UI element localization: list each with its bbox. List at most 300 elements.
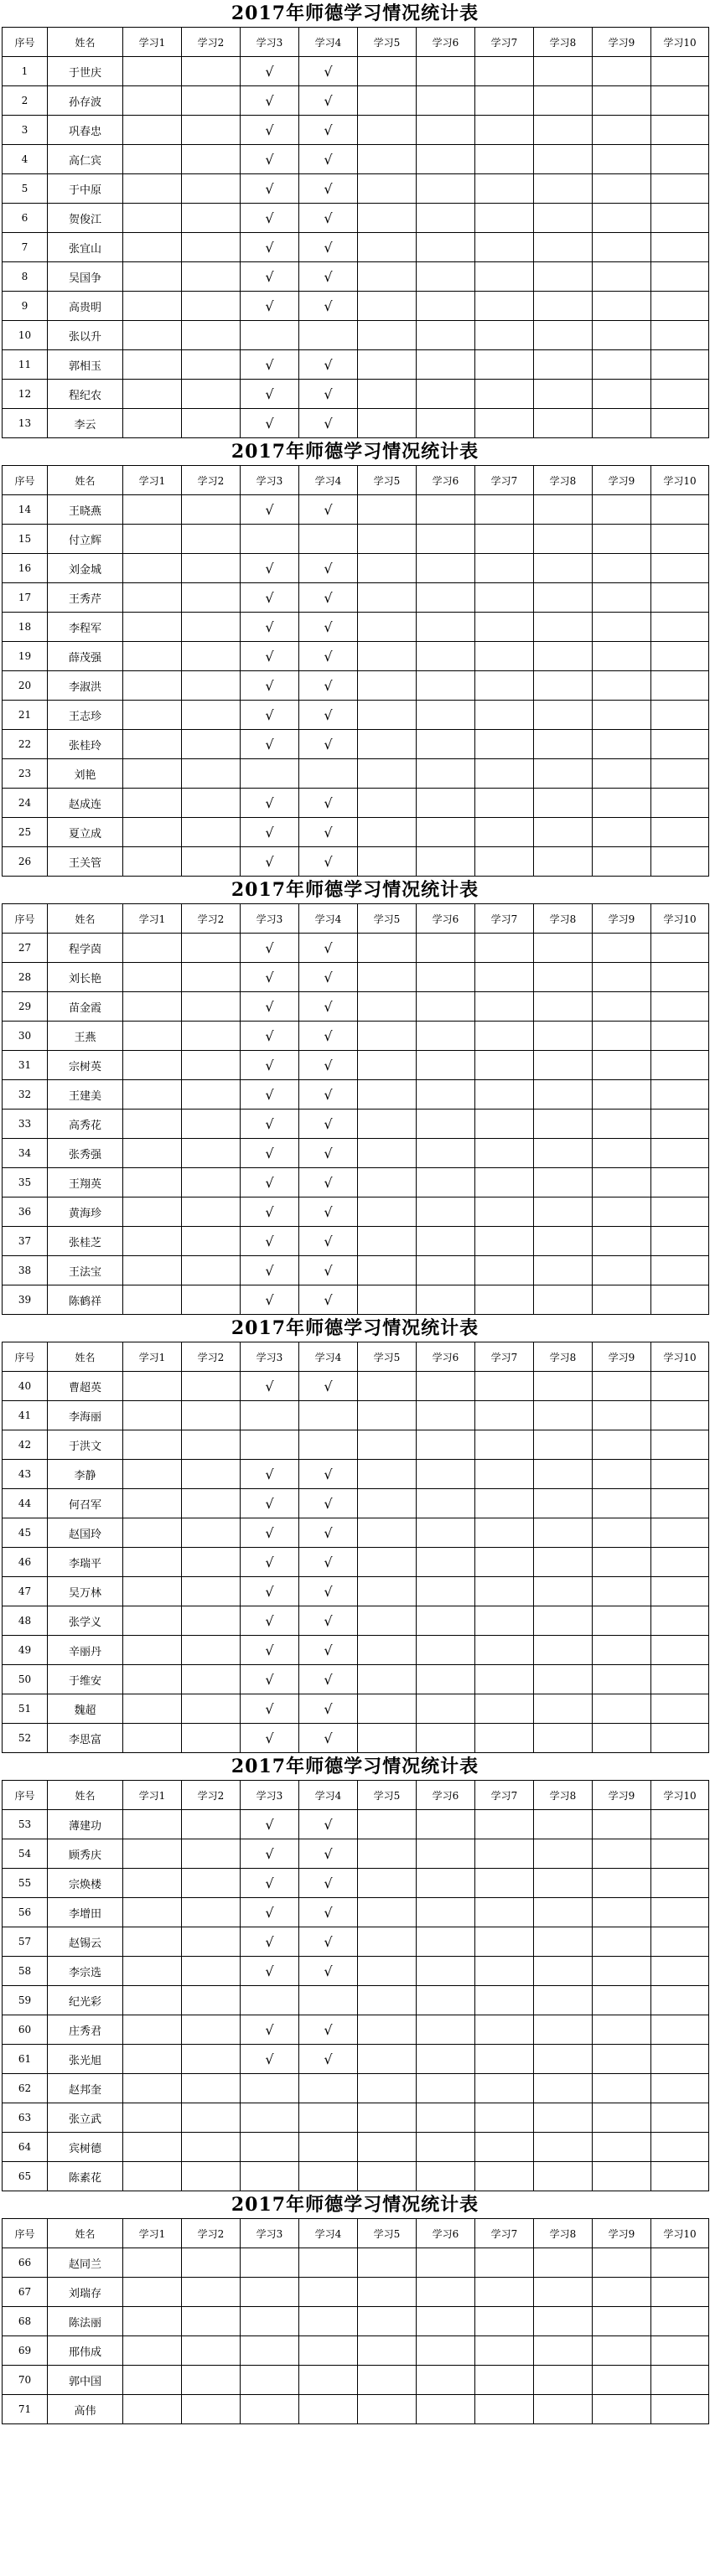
study-2-cell bbox=[182, 730, 241, 759]
study-10-cell bbox=[651, 847, 709, 877]
study-6-cell bbox=[417, 2336, 475, 2366]
study-5-cell bbox=[358, 2133, 417, 2162]
column-header: 学习5 bbox=[358, 28, 417, 57]
column-header: 学习2 bbox=[182, 1781, 241, 1810]
study-8-cell bbox=[534, 1080, 593, 1110]
study-3-cell bbox=[241, 2307, 299, 2336]
study-7-cell bbox=[475, 583, 534, 613]
person-name: 薛茂强 bbox=[48, 642, 123, 671]
column-header: 学习9 bbox=[593, 1781, 651, 1810]
study-10-cell bbox=[651, 818, 709, 847]
study-1-cell bbox=[123, 1606, 182, 1636]
study-10-cell bbox=[651, 57, 709, 86]
study-6-cell bbox=[417, 1694, 475, 1724]
study-7-cell bbox=[475, 992, 534, 1022]
study-7-cell bbox=[475, 1839, 534, 1869]
header-row bbox=[3, 2219, 709, 2248]
study-5-cell bbox=[358, 1051, 417, 1080]
study-1-cell bbox=[123, 1080, 182, 1110]
study-4-cell: √ bbox=[299, 1869, 358, 1898]
study-3-cell: √ bbox=[241, 1548, 299, 1577]
study-8-cell bbox=[534, 1636, 593, 1665]
study-8-cell bbox=[534, 1694, 593, 1724]
study-2-cell bbox=[182, 525, 241, 554]
study-6-cell bbox=[417, 789, 475, 818]
table-title: 2017年师德学习情况统计表 bbox=[231, 1317, 479, 1339]
study-5-cell bbox=[358, 2307, 417, 2336]
column-header: 学习10 bbox=[651, 28, 709, 57]
table-title: 2017年师德学习情况统计表 bbox=[231, 2194, 479, 2216]
study-6-cell bbox=[417, 1051, 475, 1080]
study-9-cell bbox=[593, 2307, 651, 2336]
row-number: 55 bbox=[3, 1869, 48, 1898]
person-name: 李程军 bbox=[48, 613, 123, 642]
column-header: 学习10 bbox=[651, 466, 709, 495]
study-5-cell bbox=[358, 1548, 417, 1577]
study-8-cell bbox=[534, 2162, 593, 2191]
study-7-cell bbox=[475, 1927, 534, 1957]
study-9-cell bbox=[593, 759, 651, 789]
study-6-cell bbox=[417, 1636, 475, 1665]
table-row bbox=[3, 818, 709, 847]
study-5-cell bbox=[358, 1110, 417, 1139]
row-number: 59 bbox=[3, 1986, 48, 2015]
column-header: 学习9 bbox=[593, 28, 651, 57]
row-number: 9 bbox=[3, 292, 48, 321]
study-10-cell bbox=[651, 1839, 709, 1869]
table-row bbox=[3, 1957, 709, 1986]
study-10-cell bbox=[651, 350, 709, 380]
study-5-cell bbox=[358, 1927, 417, 1957]
column-header: 学习3 bbox=[241, 1342, 299, 1372]
study-3-cell: √ bbox=[241, 1227, 299, 1256]
study-10-cell bbox=[651, 2015, 709, 2045]
study-3-cell: √ bbox=[241, 1285, 299, 1315]
person-name: 张立武 bbox=[48, 2103, 123, 2133]
study-8-cell bbox=[534, 789, 593, 818]
study-9-cell bbox=[593, 1080, 651, 1110]
row-number: 33 bbox=[3, 1110, 48, 1139]
study-3-cell: √ bbox=[241, 992, 299, 1022]
table-row bbox=[3, 642, 709, 671]
study-9-cell bbox=[593, 2336, 651, 2366]
study-3-cell: √ bbox=[241, 1489, 299, 1518]
study-5-cell bbox=[358, 2278, 417, 2307]
study-5-cell bbox=[358, 1518, 417, 1548]
study-9-cell bbox=[593, 847, 651, 877]
study-7-cell bbox=[475, 759, 534, 789]
column-header: 学习6 bbox=[417, 904, 475, 934]
study-table bbox=[2, 1342, 709, 1753]
study-4-cell bbox=[299, 2366, 358, 2395]
study-5-cell bbox=[358, 818, 417, 847]
table-row bbox=[3, 409, 709, 438]
study-5-cell bbox=[358, 1285, 417, 1315]
table-row bbox=[3, 934, 709, 963]
row-number: 5 bbox=[3, 174, 48, 204]
study-8-cell bbox=[534, 380, 593, 409]
study-6-cell bbox=[417, 1080, 475, 1110]
study-2-cell bbox=[182, 613, 241, 642]
study-1-cell bbox=[123, 1139, 182, 1168]
study-9-cell bbox=[593, 1022, 651, 1051]
study-4-cell: √ bbox=[299, 2015, 358, 2045]
study-4-cell: √ bbox=[299, 789, 358, 818]
column-header: 学习7 bbox=[475, 1781, 534, 1810]
study-5-cell bbox=[358, 1636, 417, 1665]
person-name: 黄海珍 bbox=[48, 1197, 123, 1227]
row-number: 68 bbox=[3, 2307, 48, 2336]
person-name: 王翔英 bbox=[48, 1168, 123, 1197]
study-4-cell: √ bbox=[299, 1898, 358, 1927]
study-10-cell bbox=[651, 1430, 709, 1460]
study-5-cell bbox=[358, 1869, 417, 1898]
study-8-cell bbox=[534, 292, 593, 321]
table-row bbox=[3, 174, 709, 204]
study-10-cell bbox=[651, 759, 709, 789]
study-4-cell: √ bbox=[299, 1839, 358, 1869]
study-6-cell bbox=[417, 174, 475, 204]
study-3-cell bbox=[241, 2366, 299, 2395]
table-row bbox=[3, 1489, 709, 1518]
study-8-cell bbox=[534, 2248, 593, 2278]
column-header: 学习4 bbox=[299, 904, 358, 934]
person-name: 苗金霞 bbox=[48, 992, 123, 1022]
table-row bbox=[3, 1110, 709, 1139]
study-7-cell bbox=[475, 1051, 534, 1080]
row-number: 44 bbox=[3, 1489, 48, 1518]
row-number: 58 bbox=[3, 1957, 48, 1986]
column-header: 学习5 bbox=[358, 904, 417, 934]
study-3-cell bbox=[241, 1430, 299, 1460]
study-1-cell bbox=[123, 1986, 182, 2015]
person-name: 李海丽 bbox=[48, 1401, 123, 1430]
study-10-cell bbox=[651, 1227, 709, 1256]
study-8-cell bbox=[534, 1548, 593, 1577]
column-header: 序号 bbox=[3, 466, 48, 495]
study-5-cell bbox=[358, 1839, 417, 1869]
study-4-cell: √ bbox=[299, 174, 358, 204]
study-2-cell bbox=[182, 57, 241, 86]
study-4-cell: √ bbox=[299, 1022, 358, 1051]
study-2-cell bbox=[182, 321, 241, 350]
study-9-cell bbox=[593, 321, 651, 350]
study-2-cell bbox=[182, 1080, 241, 1110]
person-name: 程纪农 bbox=[48, 380, 123, 409]
study-5-cell bbox=[358, 1022, 417, 1051]
row-number: 40 bbox=[3, 1372, 48, 1401]
study-8-cell bbox=[534, 262, 593, 292]
column-header: 学习8 bbox=[534, 1342, 593, 1372]
study-1-cell bbox=[123, 2162, 182, 2191]
study-6-cell bbox=[417, 2162, 475, 2191]
study-6-cell bbox=[417, 1898, 475, 1927]
study-4-cell: √ bbox=[299, 145, 358, 174]
study-3-cell bbox=[241, 2103, 299, 2133]
study-5-cell bbox=[358, 1256, 417, 1285]
study-10-cell bbox=[651, 2074, 709, 2103]
study-3-cell bbox=[241, 759, 299, 789]
person-name: 吴万林 bbox=[48, 1577, 123, 1606]
study-3-cell: √ bbox=[241, 583, 299, 613]
study-1-cell bbox=[123, 963, 182, 992]
study-1-cell bbox=[123, 292, 182, 321]
study-9-cell bbox=[593, 2103, 651, 2133]
study-9-cell bbox=[593, 2278, 651, 2307]
study-10-cell bbox=[651, 525, 709, 554]
study-4-cell: √ bbox=[299, 1227, 358, 1256]
study-8-cell bbox=[534, 701, 593, 730]
study-1-cell bbox=[123, 2248, 182, 2278]
study-6-cell bbox=[417, 86, 475, 116]
study-2-cell bbox=[182, 2103, 241, 2133]
table-row bbox=[3, 1460, 709, 1489]
study-2-cell bbox=[182, 1051, 241, 1080]
study-8-cell bbox=[534, 1460, 593, 1489]
column-header: 学习2 bbox=[182, 466, 241, 495]
study-9-cell bbox=[593, 2162, 651, 2191]
study-5-cell bbox=[358, 554, 417, 583]
study-7-cell bbox=[475, 1285, 534, 1315]
column-header: 学习3 bbox=[241, 466, 299, 495]
person-name: 庄秀君 bbox=[48, 2015, 123, 2045]
study-9-cell bbox=[593, 174, 651, 204]
table-title: 2017年师德学习情况统计表 bbox=[231, 3, 479, 24]
study-5-cell bbox=[358, 350, 417, 380]
study-9-cell bbox=[593, 57, 651, 86]
study-3-cell: √ bbox=[241, 204, 299, 233]
column-header: 学习4 bbox=[299, 1781, 358, 1810]
study-4-cell bbox=[299, 2103, 358, 2133]
table-section bbox=[0, 1315, 710, 1753]
study-9-cell bbox=[593, 1168, 651, 1197]
row-number: 46 bbox=[3, 1548, 48, 1577]
study-8-cell bbox=[534, 1401, 593, 1430]
study-1-cell bbox=[123, 2074, 182, 2103]
row-number: 21 bbox=[3, 701, 48, 730]
study-7-cell bbox=[475, 2307, 534, 2336]
study-7-cell bbox=[475, 1256, 534, 1285]
row-number: 71 bbox=[3, 2395, 48, 2424]
study-9-cell bbox=[593, 1285, 651, 1315]
study-7-cell bbox=[475, 116, 534, 145]
study-9-cell bbox=[593, 554, 651, 583]
study-1-cell bbox=[123, 495, 182, 525]
row-number: 35 bbox=[3, 1168, 48, 1197]
table-row bbox=[3, 2336, 709, 2366]
table-row bbox=[3, 1606, 709, 1636]
person-name: 赵锡云 bbox=[48, 1927, 123, 1957]
study-10-cell bbox=[651, 145, 709, 174]
table-row bbox=[3, 292, 709, 321]
table-row bbox=[3, 350, 709, 380]
study-10-cell bbox=[651, 2133, 709, 2162]
row-number: 27 bbox=[3, 934, 48, 963]
study-1-cell bbox=[123, 1957, 182, 1986]
study-7-cell bbox=[475, 847, 534, 877]
study-1-cell bbox=[123, 789, 182, 818]
table-row bbox=[3, 116, 709, 145]
study-3-cell: √ bbox=[241, 671, 299, 701]
study-7-cell bbox=[475, 204, 534, 233]
study-1-cell bbox=[123, 1168, 182, 1197]
study-5-cell bbox=[358, 1606, 417, 1636]
study-10-cell bbox=[651, 1022, 709, 1051]
study-3-cell: √ bbox=[241, 613, 299, 642]
row-number: 10 bbox=[3, 321, 48, 350]
person-name: 于世庆 bbox=[48, 57, 123, 86]
study-5-cell bbox=[358, 2366, 417, 2395]
study-2-cell bbox=[182, 233, 241, 262]
study-9-cell bbox=[593, 818, 651, 847]
study-3-cell: √ bbox=[241, 2045, 299, 2074]
study-3-cell: √ bbox=[241, 2015, 299, 2045]
study-6-cell bbox=[417, 1285, 475, 1315]
row-number: 30 bbox=[3, 1022, 48, 1051]
study-1-cell bbox=[123, 671, 182, 701]
column-header: 学习2 bbox=[182, 28, 241, 57]
study-5-cell bbox=[358, 2103, 417, 2133]
row-number: 60 bbox=[3, 2015, 48, 2045]
study-6-cell bbox=[417, 1168, 475, 1197]
study-3-cell: √ bbox=[241, 116, 299, 145]
table-section bbox=[0, 438, 710, 877]
person-name: 高仁宾 bbox=[48, 145, 123, 174]
column-header: 序号 bbox=[3, 1342, 48, 1372]
study-6-cell bbox=[417, 1665, 475, 1694]
study-10-cell bbox=[651, 86, 709, 116]
study-10-cell bbox=[651, 1957, 709, 1986]
study-10-cell bbox=[651, 233, 709, 262]
study-1-cell bbox=[123, 730, 182, 759]
study-5-cell bbox=[358, 583, 417, 613]
study-7-cell bbox=[475, 1986, 534, 2015]
table-section bbox=[0, 1753, 710, 2191]
study-3-cell: √ bbox=[241, 818, 299, 847]
row-number: 22 bbox=[3, 730, 48, 759]
study-4-cell bbox=[299, 2307, 358, 2336]
study-8-cell bbox=[534, 2045, 593, 2074]
study-3-cell: √ bbox=[241, 292, 299, 321]
study-7-cell bbox=[475, 292, 534, 321]
study-2-cell bbox=[182, 1577, 241, 1606]
table-row bbox=[3, 992, 709, 1022]
study-8-cell bbox=[534, 1285, 593, 1315]
person-name: 赵邦奎 bbox=[48, 2074, 123, 2103]
study-6-cell bbox=[417, 57, 475, 86]
study-6-cell bbox=[417, 1839, 475, 1869]
study-10-cell bbox=[651, 1927, 709, 1957]
study-1-cell bbox=[123, 525, 182, 554]
table-row bbox=[3, 2248, 709, 2278]
study-4-cell: √ bbox=[299, 1460, 358, 1489]
study-8-cell bbox=[534, 1372, 593, 1401]
study-1-cell bbox=[123, 204, 182, 233]
study-6-cell bbox=[417, 2015, 475, 2045]
study-8-cell bbox=[534, 730, 593, 759]
column-header: 序号 bbox=[3, 28, 48, 57]
study-5-cell bbox=[358, 1227, 417, 1256]
study-4-cell: √ bbox=[299, 262, 358, 292]
study-6-cell bbox=[417, 409, 475, 438]
study-8-cell bbox=[534, 613, 593, 642]
study-8-cell bbox=[534, 992, 593, 1022]
table-row bbox=[3, 2162, 709, 2191]
column-header: 学习3 bbox=[241, 2219, 299, 2248]
column-header: 学习6 bbox=[417, 1342, 475, 1372]
study-10-cell bbox=[651, 321, 709, 350]
column-header: 学习10 bbox=[651, 904, 709, 934]
row-number: 15 bbox=[3, 525, 48, 554]
person-name: 宗焕楼 bbox=[48, 1869, 123, 1898]
study-1-cell bbox=[123, 1665, 182, 1694]
study-4-cell bbox=[299, 759, 358, 789]
table-row bbox=[3, 613, 709, 642]
column-header: 姓名 bbox=[48, 1781, 123, 1810]
study-1-cell bbox=[123, 554, 182, 583]
person-name: 曹超英 bbox=[48, 1372, 123, 1401]
study-7-cell bbox=[475, 1577, 534, 1606]
study-8-cell bbox=[534, 1051, 593, 1080]
study-1-cell bbox=[123, 174, 182, 204]
study-10-cell bbox=[651, 174, 709, 204]
study-9-cell bbox=[593, 1898, 651, 1927]
study-6-cell bbox=[417, 1548, 475, 1577]
study-2-cell bbox=[182, 1869, 241, 1898]
column-header: 学习7 bbox=[475, 466, 534, 495]
study-7-cell bbox=[475, 2045, 534, 2074]
study-5-cell bbox=[358, 730, 417, 759]
study-8-cell bbox=[534, 1810, 593, 1839]
study-5-cell bbox=[358, 701, 417, 730]
study-6-cell bbox=[417, 1606, 475, 1636]
study-6-cell bbox=[417, 350, 475, 380]
table-row bbox=[3, 1051, 709, 1080]
study-4-cell: √ bbox=[299, 1489, 358, 1518]
person-name: 李云 bbox=[48, 409, 123, 438]
study-3-cell: √ bbox=[241, 1839, 299, 1869]
study-4-cell: √ bbox=[299, 204, 358, 233]
column-header: 学习2 bbox=[182, 1342, 241, 1372]
row-number: 28 bbox=[3, 963, 48, 992]
row-number: 51 bbox=[3, 1694, 48, 1724]
study-6-cell bbox=[417, 759, 475, 789]
study-9-cell bbox=[593, 701, 651, 730]
person-name: 巩春忠 bbox=[48, 116, 123, 145]
study-2-cell bbox=[182, 2248, 241, 2278]
study-4-cell: √ bbox=[299, 350, 358, 380]
study-7-cell bbox=[475, 554, 534, 583]
study-7-cell bbox=[475, 2103, 534, 2133]
study-2-cell bbox=[182, 818, 241, 847]
study-1-cell bbox=[123, 2045, 182, 2074]
study-6-cell bbox=[417, 1256, 475, 1285]
study-9-cell bbox=[593, 1372, 651, 1401]
table-row bbox=[3, 1665, 709, 1694]
study-4-cell: √ bbox=[299, 380, 358, 409]
row-number: 42 bbox=[3, 1430, 48, 1460]
study-2-cell bbox=[182, 642, 241, 671]
column-header: 学习2 bbox=[182, 904, 241, 934]
study-10-cell bbox=[651, 1606, 709, 1636]
study-2-cell bbox=[182, 992, 241, 1022]
study-6-cell bbox=[417, 2045, 475, 2074]
study-6-cell bbox=[417, 613, 475, 642]
study-9-cell bbox=[593, 583, 651, 613]
study-7-cell bbox=[475, 1694, 534, 1724]
person-name: 陈法丽 bbox=[48, 2307, 123, 2336]
study-7-cell bbox=[475, 1080, 534, 1110]
